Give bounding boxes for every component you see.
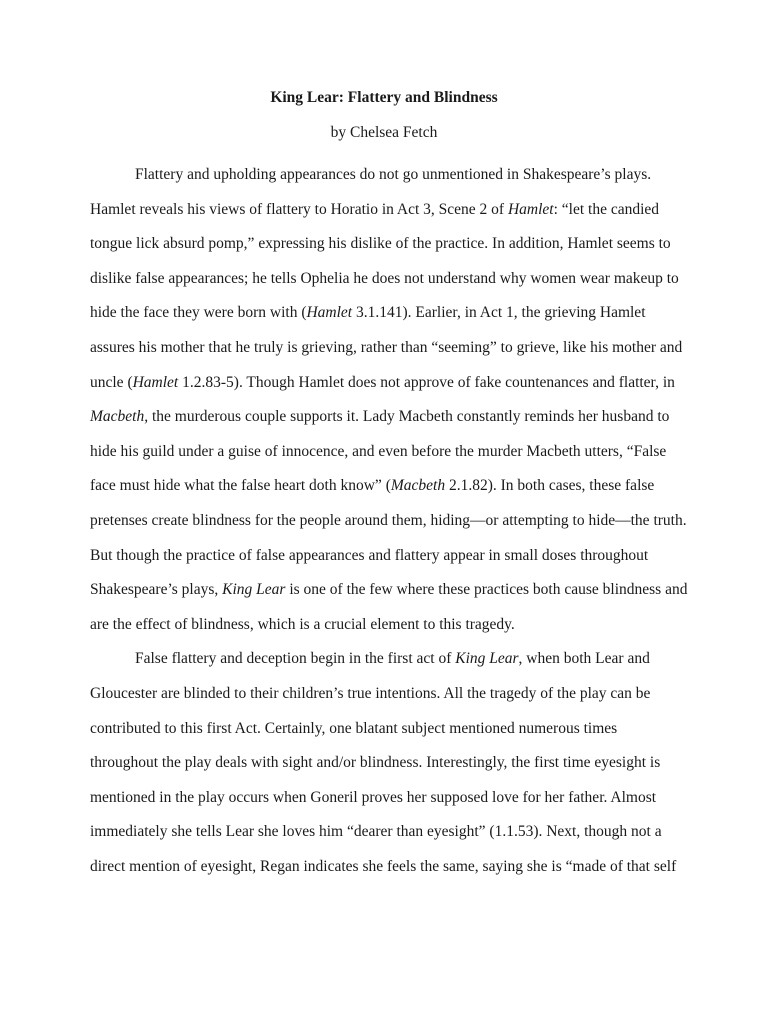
text-line [90,677,680,712]
text-segment: 3.1.141). Earlier, in Act 1, the grieving Hamlet [352,304,646,322]
italic-title-text: King Lear [222,581,286,599]
text-line [90,746,680,781]
text-segment: immediately she tells Lear she loves him “dearer than eyesight” (1.1.53). Next, though not a [90,823,662,841]
text-line [90,469,680,504]
text-segment: , when both Lear and [518,650,650,668]
text-segment: Flattery and upholding appearances do not go unmentioned in Shakespeare’s plays. [135,166,652,183]
text-segment: But though the practice of false appearances and flattery appear in small doses throughout [90,546,649,564]
text-segment: pretenses create blindness for the people around them, hiding—or attempting to hide—the truth. [90,511,687,529]
text-line [90,158,680,193]
text-line [90,366,680,401]
document-byline: by Chelsea Fetch [330,124,438,141]
text-segment: dislike false appearances; he tells Ophelia he does not understand why women wear makeup to [90,269,679,287]
text-segment: direct mention of eyesight, Regan indicates she feels the same, saying she is “made of that self [90,857,677,875]
text-line [90,262,680,297]
italic-title-text: Hamlet [132,373,179,391]
text-segment: assures his mother that he truly is grieving, rather than “seeming” to grieve, like his mother and [90,338,683,356]
text-line [90,608,680,643]
text-segment: Gloucester are blinded to their children’s true intentions. All the tragedy of the play can be [90,684,651,702]
text-line [90,193,680,228]
text-line [90,504,687,539]
text-line [90,331,683,366]
text-line [90,435,680,470]
text-segment: False flattery and deception begin in the first act of [135,650,456,668]
text-segment: uncle ( [90,373,133,391]
text-segment: Shakespeare’s plays, [90,581,223,599]
text-segment: hide his guild under a guise of innocence, and even before the murder Macbeth utters, “False [90,442,667,460]
text-segment: mentioned in the play occurs when Goneril proves her supposed love for her father. Almost [90,788,657,806]
text-line [90,642,680,677]
text-line [90,850,680,885]
text-segment: , the murderous couple supports it. Lady Macbeth constantly reminds her husband to [144,408,670,426]
italic-title-text: King Lear [455,650,519,668]
text-line [90,573,688,608]
text-segment: is one of the few where these practices both cause blindness and [285,581,688,599]
text-line [90,539,680,574]
italic-title-text: Macbeth [390,477,446,495]
italic-title-text: Hamlet [306,304,353,322]
text-line [90,815,680,850]
document-body [90,158,688,884]
text-line [90,712,680,747]
text-segment: throughout the play deals with sight and/or blindness. Interestingly, the first time eyesight is [90,754,661,772]
text-segment: Hamlet reveals his views of flattery to Horatio in Act 3, Scene 2 of [90,200,508,218]
text-segment: face must hide what the false heart doth know” ( [90,477,391,495]
text-segment: tongue lick absurd pomp,” expressing his dislike of the practice. In addition, Hamlet seems to [90,235,671,253]
text-segment: 1.2.83-5). Though Hamlet does not approve of fake countenances and flatter, in [178,373,675,391]
italic-title-text: Hamlet [507,200,554,218]
document-title: King Lear: Flattery and Blindness [270,89,498,106]
text-segment: : “let the candied [553,200,660,218]
text-segment: 2.1.82). In both cases, these false [445,477,655,495]
text-line [90,227,680,262]
text-segment: are the effect of blindness, which is a crucial element to this tragedy. [90,615,515,633]
text-line [90,781,680,816]
text-line [90,400,680,435]
text-segment: contributed to this first Act. Certainly, one blatant subject mentioned numerous times [90,719,618,737]
italic-title-text: Macbeth [90,408,145,426]
text-segment: hide the face they were born with ( [90,304,307,322]
text-line [90,296,680,331]
